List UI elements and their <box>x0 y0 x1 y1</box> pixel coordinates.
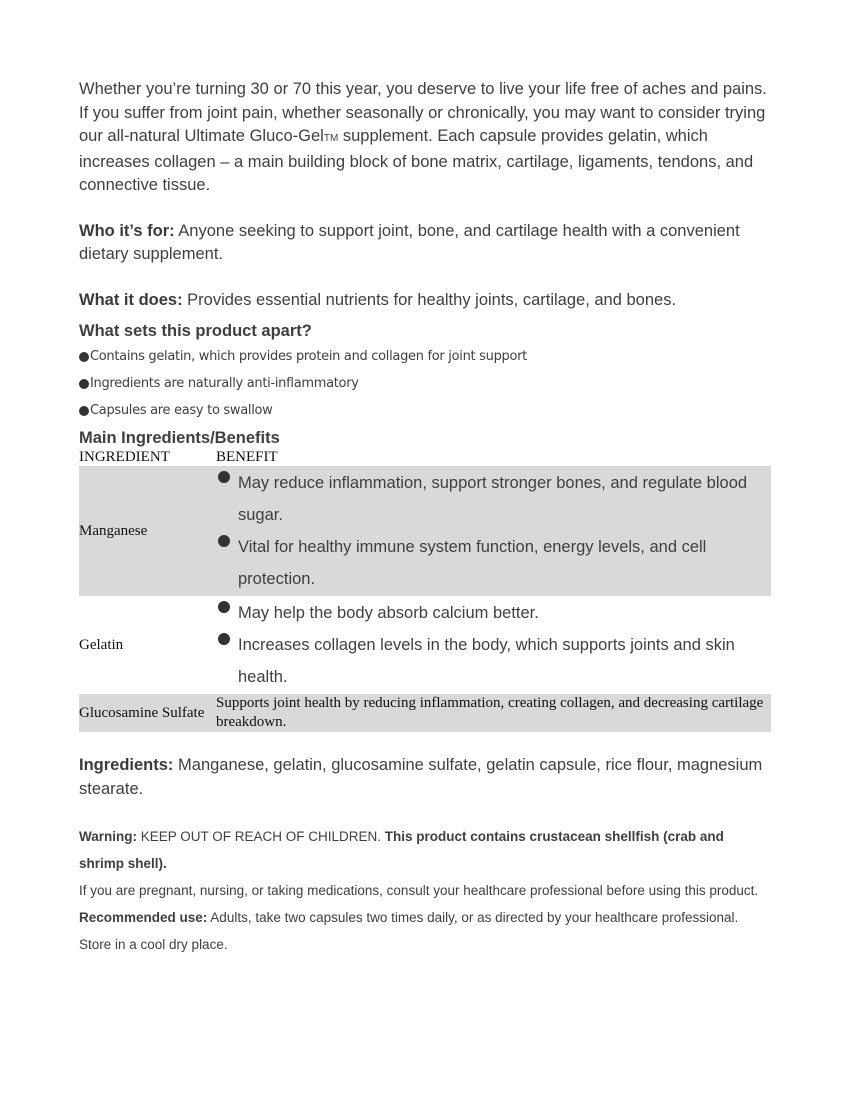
what-text: Provides essential nutrients for healthy joints, cartilage, and bones. <box>182 290 677 309</box>
ingredients-label: Ingredients: <box>79 756 174 774</box>
document-page <box>79 78 771 958</box>
ingredients-paragraph <box>79 754 771 801</box>
warning-label: Warning: <box>79 829 137 844</box>
list-item: Increases collagen levels in the body, which supports joints and skin health. <box>216 629 771 693</box>
what-it-does-paragraph <box>79 289 771 313</box>
who-its-for-paragraph <box>79 220 771 267</box>
list-item: Contains gelatin, which provides protein and collagen for joint support <box>79 348 771 366</box>
intro-paragraph <box>79 78 771 198</box>
bullet-dot-icon <box>79 352 89 362</box>
intro-text-a: Whether you’re turning 30 or 70 this year, you deserve to live your life free of aches and pains. If you suffer from joint pain, whether seasonally or chronically, you may want to consider trying our all-natural Ultimate Gluco-Gel <box>79 80 767 145</box>
benefit-cell <box>216 597 771 693</box>
benefit-cell <box>216 467 771 595</box>
ingredients-text: Manganese, gelatin, glucosamine sulfate, gelatin capsule, rice flour, magnesium stearate. <box>79 756 763 798</box>
table-row <box>79 596 771 694</box>
list-item: May reduce inflammation, support stronger bones, and regulate blood sugar. <box>216 467 771 531</box>
bullet-dot-icon <box>218 471 230 483</box>
ingredient-cell: Gelatin <box>79 636 124 653</box>
ingredients-table-heading: Main Ingredients/Benefits <box>79 429 280 447</box>
table-row <box>79 694 771 732</box>
list-item: May help the body absorb calcium better. <box>216 597 771 629</box>
bullet-dot-icon <box>218 601 230 613</box>
recommended-label: Recommended use: <box>79 910 208 925</box>
benefit-cell: Supports joint health by reducing inflammation, creating collagen, and decreasing cartilage breakdown. <box>216 695 764 730</box>
table-row <box>79 466 771 596</box>
apart-heading: What sets this product apart? <box>79 322 312 340</box>
who-label: Who it’s for: <box>79 221 175 240</box>
apart-bullet-list <box>79 348 771 420</box>
bullet-dot-icon <box>79 379 89 389</box>
recommended-use-paragraph <box>79 904 771 958</box>
who-text: Anyone seeking to support joint, bone, and cartilage health with a convenient dietary supplement. <box>79 221 740 263</box>
ingredient-cell: Glucosamine Sulfate <box>79 704 205 721</box>
intro-text-b: supplement. Each capsule provides gelatin, which increases collagen – a main building block of bone matrix, cartilage, ligaments, tendons, and connective tissue. <box>79 127 754 194</box>
pregnancy-paragraph: If you are pregnant, nursing, or taking medications, consult your healthcare professional before using this product. <box>79 883 759 898</box>
bullet-dot-icon <box>218 535 230 547</box>
trademark-mark: TM <box>323 133 339 144</box>
warning-paragraph <box>79 823 771 877</box>
col-ingredient-header: INGREDIENT <box>79 449 170 465</box>
ingredient-cell: Manganese <box>79 522 148 539</box>
recommended-text: Adults, take two capsules two times daily, or as directed by your healthcare professional. Store in a cool dry place. <box>79 910 739 952</box>
warning-text: KEEP OUT OF REACH OF CHILDREN. <box>137 829 385 844</box>
what-label: What it does: <box>79 290 183 309</box>
table-header <box>79 448 771 466</box>
list-item: Vital for healthy immune system function, energy levels, and cell protection. <box>216 531 771 595</box>
warning-shellfish-text: This product contains crustacean shellfish (crab and shrimp shell). <box>79 829 724 871</box>
bullet-dot-icon <box>79 406 89 416</box>
bullet-dot-icon <box>218 633 230 645</box>
list-item: Capsules are easy to swallow <box>79 402 771 420</box>
ingredients-table <box>79 448 771 732</box>
col-benefit-header: BENEFIT <box>216 449 278 465</box>
list-item: Ingredients are naturally anti-inflammatory <box>79 375 771 393</box>
